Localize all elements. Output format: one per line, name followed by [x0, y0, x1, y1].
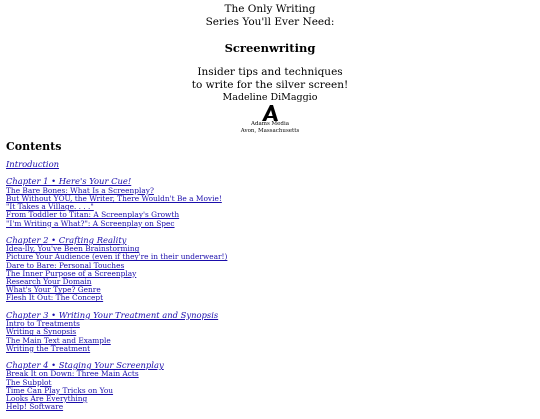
section-link[interactable]: Flesh It Out: The Concept	[6, 293, 104, 303]
section-link[interactable]: Writing a Synopsis	[6, 327, 77, 337]
section-link[interactable]: From Toddler to Titan: A Screenplay's Growth	[6, 210, 180, 220]
section-link[interactable]: What's Your Type? Genre	[6, 285, 101, 295]
toc-link-introduction[interactable]: Introduction	[6, 159, 60, 169]
author-name: Madeline DiMaggio	[222, 92, 318, 103]
section-link[interactable]: "It Takes a Village. . . ."	[6, 202, 94, 212]
chapter-1-link[interactable]: Chapter 1 • Here's Your Cue!	[6, 176, 132, 187]
chapter-4-link[interactable]: Chapter 4 • Staging Your Screenplay	[6, 359, 164, 370]
section-link[interactable]: Research Your Domain	[6, 277, 92, 287]
section-link[interactable]: Intro to Treatments	[6, 319, 80, 329]
series-line-1: The Only Writing	[224, 3, 316, 15]
section-link[interactable]: The Bare Bones: What Is a Screenplay?	[6, 185, 154, 195]
section-link[interactable]: Picture Your Audience (even if they're in their underwear!)	[6, 252, 228, 262]
chapter-block	[6, 311, 426, 353]
adams-media-logo-icon	[260, 105, 280, 121]
publisher-name: Adams Media	[250, 121, 289, 127]
section-link[interactable]: The Inner Purpose of a Screenplay	[6, 268, 137, 278]
section-link[interactable]: The Main Text and Example	[6, 335, 111, 345]
section-link[interactable]: Writing the Treatment	[6, 343, 91, 353]
tagline-line-1: Insider tips and techniques	[197, 66, 343, 78]
section-link[interactable]: Dare to Bare: Personal Touches	[6, 260, 125, 270]
section-link[interactable]: Idea-lly, You've Been Brainstorming	[6, 244, 140, 254]
series-line-2: Series You'll Ever Need:	[205, 16, 335, 28]
tagline-line-2: to write for the silver screen!	[191, 79, 349, 91]
table-of-contents	[6, 160, 426, 419]
chapter-3-link[interactable]: Chapter 3 • Writing Your Treatment and Synopsis	[6, 309, 219, 320]
chapter-block	[6, 361, 426, 412]
title-block	[0, 0, 540, 135]
section-link[interactable]: Break It on Down: Three Main Acts	[6, 369, 139, 379]
section-link[interactable]: But Without YOU, the Writer, There Wouldn't Be a Movie!	[6, 193, 222, 203]
section-link[interactable]: The Subplot	[6, 377, 52, 387]
section-link[interactable]: Time Can Play Tricks on You	[6, 385, 114, 395]
chapter-block	[6, 236, 426, 303]
section-link[interactable]: "I'm Writing a What?": A Screenplay on Spec	[6, 218, 175, 228]
chapter-block	[6, 177, 426, 228]
publisher-location: Avon, Massachusetts	[240, 128, 300, 134]
section-link[interactable]: Looks Are Everything	[6, 394, 88, 404]
section-link[interactable]: Help! Software	[6, 402, 64, 412]
chapter-list	[6, 177, 426, 411]
contents-heading: Contents	[6, 140, 62, 153]
book-title: Screenwriting	[224, 41, 316, 55]
chapter-2-link[interactable]: Chapter 2 • Crafting Reality	[6, 234, 127, 245]
